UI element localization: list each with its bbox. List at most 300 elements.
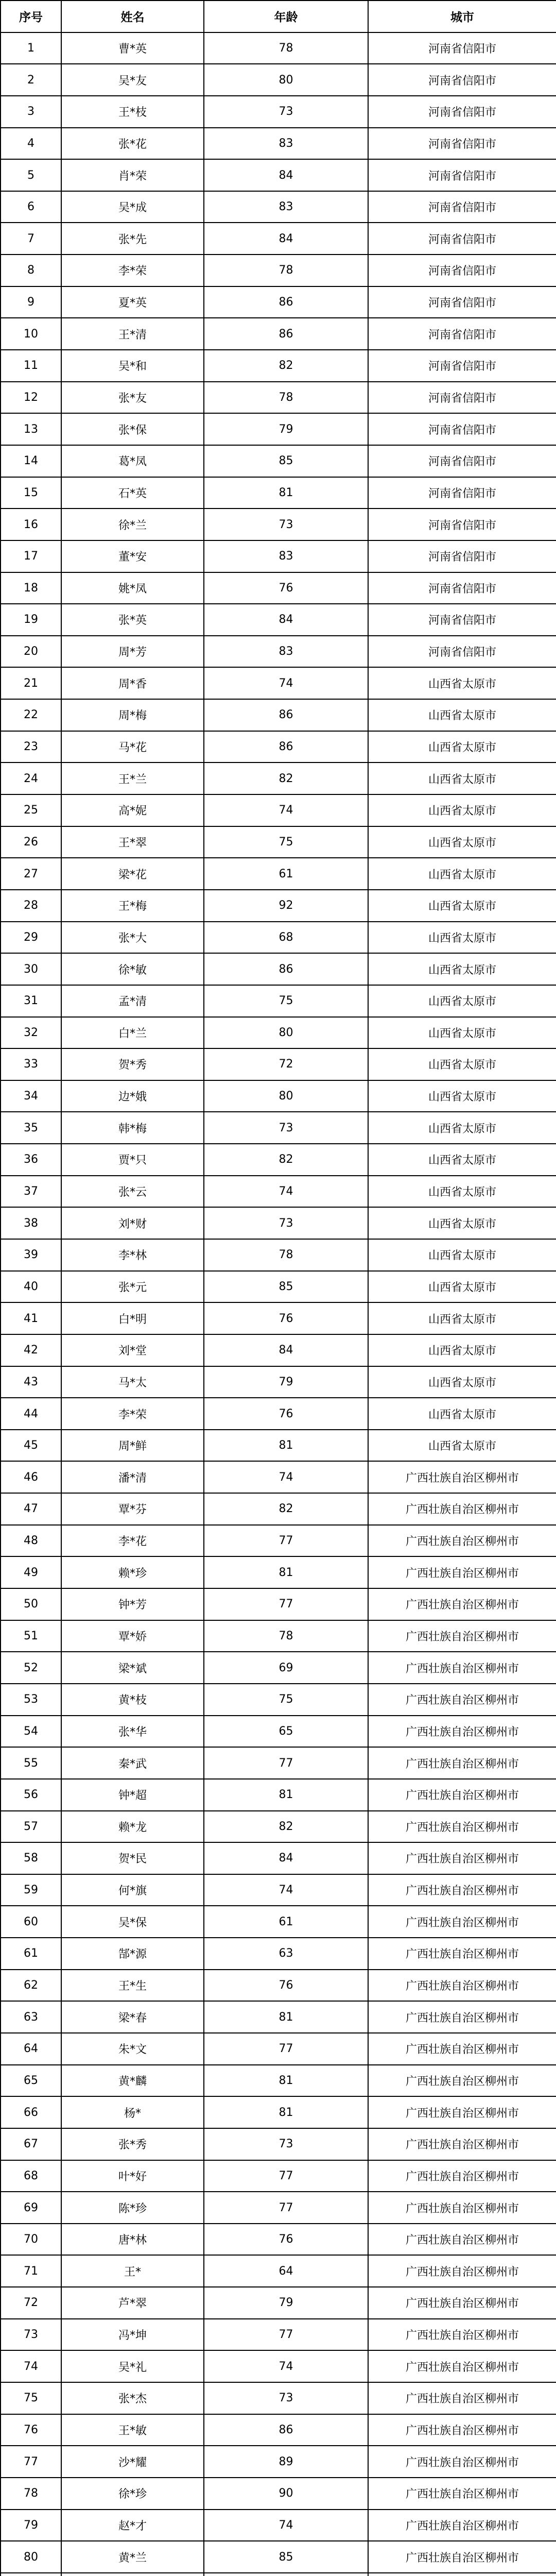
cell-index: 18: [1, 572, 61, 604]
table-row: [1, 1302, 556, 1334]
cell-index: 6: [1, 191, 61, 223]
cell-age: 82: [204, 1811, 368, 1843]
cell-city: 广西壮族自治区柳州市: [368, 1525, 556, 1557]
cell-name: 张*秀: [61, 2128, 204, 2160]
cell-index: 7: [1, 223, 61, 255]
cell-index: 47: [1, 1493, 61, 1525]
table-row: [1, 1334, 556, 1366]
cell-name: [61, 2573, 204, 2576]
cell-city: 山西省太原市: [368, 1048, 556, 1080]
cell-city: 河南省信阳市: [368, 223, 556, 255]
cell-name: 覃*芬: [61, 1493, 204, 1525]
cell-name: 贾*只: [61, 1144, 204, 1176]
cell-city: 山西省太原市: [368, 1334, 556, 1366]
cell-name: 张*大: [61, 922, 204, 954]
cell-age: 79: [204, 2287, 368, 2319]
cell-age: 75: [204, 985, 368, 1017]
table-row: [1, 1144, 556, 1176]
cell-index: 74: [1, 2350, 61, 2382]
cell-name: 刘*财: [61, 1207, 204, 1239]
cell-index: 45: [1, 1430, 61, 1462]
cell-name: 王*枝: [61, 96, 204, 128]
cell-name: 徐*兰: [61, 509, 204, 540]
table-row: [1, 2478, 556, 2510]
table-row: [1, 1048, 556, 1080]
cell-age: 86: [204, 953, 368, 985]
cell-index: 23: [1, 731, 61, 763]
cell-age: 82: [204, 762, 368, 794]
cell-age: 75: [204, 1684, 368, 1716]
cell-name: 潘*清: [61, 1461, 204, 1493]
cell-name: 张*华: [61, 1716, 204, 1748]
cell-city: 山西省太原市: [368, 667, 556, 699]
table-row: [1, 2319, 556, 2351]
cell-name: 韩*梅: [61, 1112, 204, 1144]
cell-index: 40: [1, 1271, 61, 1303]
cell-city: 山西省太原市: [368, 1144, 556, 1176]
cell-name: 边*娥: [61, 1080, 204, 1112]
cell-name: 黄*枝: [61, 1684, 204, 1716]
cell-name: 赖*龙: [61, 1811, 204, 1843]
cell-city: 河南省信阳市: [368, 32, 556, 64]
cell-name: 张*先: [61, 223, 204, 255]
cell-index: 63: [1, 2001, 61, 2033]
cell-index: 19: [1, 604, 61, 636]
cell-city: 广西壮族自治区柳州市: [368, 1684, 556, 1716]
cell-city: 山西省太原市: [368, 1271, 556, 1303]
cell-city: 广西壮族自治区柳州市: [368, 2192, 556, 2224]
cell-age: 80: [204, 64, 368, 96]
cell-age: 73: [204, 1207, 368, 1239]
cell-index: 54: [1, 1716, 61, 1748]
cell-index: 3: [1, 96, 61, 128]
cell-age: 77: [204, 2160, 368, 2192]
table-row: [1, 1970, 556, 2002]
cell-city: 河南省信阳市: [368, 382, 556, 414]
cell-name: 徐*珍: [61, 2478, 204, 2510]
table-row: [1, 2255, 556, 2287]
cell-city: 河南省信阳市: [368, 350, 556, 382]
table-row: [1, 572, 556, 604]
cell-name: 芦*翠: [61, 2287, 204, 2319]
cell-city: 山西省太原市: [368, 826, 556, 858]
cell-city: 广西壮族自治区柳州市: [368, 1588, 556, 1620]
column-header-name: 姓名: [61, 1, 204, 32]
table-row: [1, 2573, 556, 2576]
table-row: [1, 2192, 556, 2224]
cell-name: 马*太: [61, 1366, 204, 1398]
column-header-index: 序号: [1, 1, 61, 32]
table-row: [1, 2382, 556, 2414]
cell-age: 74: [204, 794, 368, 826]
cell-name: 张*花: [61, 128, 204, 160]
cell-city: 山西省太原市: [368, 1207, 556, 1239]
table-row: [1, 1430, 556, 1462]
cell-index: 4: [1, 128, 61, 160]
cell-age: 76: [204, 1302, 368, 1334]
table-row: [1, 382, 556, 414]
table-row: [1, 1239, 556, 1271]
cell-index: 69: [1, 2192, 61, 2224]
table-row: [1, 2160, 556, 2192]
cell-name: 王*梅: [61, 890, 204, 922]
cell-name: 梁*斌: [61, 1652, 204, 1684]
table-row: [1, 318, 556, 350]
cell-age: 73: [204, 2382, 368, 2414]
cell-index: 34: [1, 1080, 61, 1112]
cell-age: 84: [204, 1334, 368, 1366]
cell-age: 63: [204, 1938, 368, 1970]
cell-index: 39: [1, 1239, 61, 1271]
cell-name: 梁*花: [61, 858, 204, 890]
cell-index: 57: [1, 1811, 61, 1843]
cell-name: 王*兰: [61, 762, 204, 794]
cell-age: 74: [204, 2350, 368, 2382]
column-header-city: 城市: [368, 1, 556, 32]
cell-name: 黄*兰: [61, 2541, 204, 2573]
cell-age: 81: [204, 1430, 368, 1462]
cell-city: 广西壮族自治区柳州市: [368, 1556, 556, 1588]
cell-city: 广西壮族自治区柳州市: [368, 2065, 556, 2097]
cell-city: 山西省太原市: [368, 1430, 556, 1462]
cell-age: 82: [204, 350, 368, 382]
table-row: [1, 1588, 556, 1620]
table-row: [1, 1525, 556, 1557]
cell-index: 13: [1, 413, 61, 445]
cell-city: 广西壮族自治区柳州市: [368, 1906, 556, 1938]
cell-name: 吴*礼: [61, 2350, 204, 2382]
cell-age: 83: [204, 540, 368, 572]
cell-index: 26: [1, 826, 61, 858]
cell-index: 11: [1, 350, 61, 382]
cell-city: 河南省信阳市: [368, 191, 556, 223]
cell-name: 李*林: [61, 1239, 204, 1271]
cell-city: 山西省太原市: [368, 1080, 556, 1112]
cell-city: 广西壮族自治区柳州市: [368, 2033, 556, 2065]
cell-name: 郜*源: [61, 1938, 204, 1970]
cell-city: 广西壮族自治区柳州市: [368, 1747, 556, 1779]
cell-name: 唐*林: [61, 2224, 204, 2256]
cell-age: 73: [204, 2128, 368, 2160]
cell-index: 15: [1, 477, 61, 509]
cell-age: 64: [204, 2255, 368, 2287]
cell-index: 79: [1, 2510, 61, 2541]
cell-city: 河南省信阳市: [368, 636, 556, 668]
cell-index: 75: [1, 2382, 61, 2414]
cell-city: 广西壮族自治区柳州市: [368, 1842, 556, 1874]
cell-city: 河南省信阳市: [368, 572, 556, 604]
cell-name: 周*梅: [61, 699, 204, 731]
cell-name: 曹*英: [61, 32, 204, 64]
cell-city: 河南省信阳市: [368, 509, 556, 540]
table-row: [1, 1906, 556, 1938]
table-row: [1, 2287, 556, 2319]
cell-name: 王*翠: [61, 826, 204, 858]
cell-index: 36: [1, 1144, 61, 1176]
cell-city: 河南省信阳市: [368, 286, 556, 318]
table-row: [1, 1271, 556, 1303]
cell-index: 22: [1, 699, 61, 731]
cell-index: 21: [1, 667, 61, 699]
cell-index: 10: [1, 318, 61, 350]
cell-age: 84: [204, 604, 368, 636]
cell-age: 81: [204, 2096, 368, 2128]
cell-city: 山西省太原市: [368, 1398, 556, 1430]
table-row: [1, 2224, 556, 2256]
cell-name: 王*清: [61, 318, 204, 350]
cell-city: 广西壮族自治区柳州市: [368, 1716, 556, 1748]
cell-age: 79: [204, 1366, 368, 1398]
cell-city: 广西壮族自治区柳州市: [368, 1970, 556, 2002]
cell-age: 83: [204, 128, 368, 160]
table-row: [1, 2446, 556, 2478]
cell-city: 广西壮族自治区柳州市: [368, 2541, 556, 2573]
table-row: [1, 2033, 556, 2065]
cell-age: 77: [204, 2192, 368, 2224]
cell-name: 李*荣: [61, 255, 204, 286]
table-row: [1, 2001, 556, 2033]
cell-name: 张*保: [61, 413, 204, 445]
cell-age: 81: [204, 1556, 368, 1588]
cell-age: 86: [204, 286, 368, 318]
cell-city: 广西壮族自治区柳州市: [368, 2001, 556, 2033]
cell-index: 70: [1, 2224, 61, 2256]
cell-name: 张*杰: [61, 2382, 204, 2414]
cell-city: 山西省太原市: [368, 1017, 556, 1049]
cell-city: 山西省太原市: [368, 731, 556, 763]
cell-city: 广西壮族自治区柳州市: [368, 1461, 556, 1493]
cell-age: 83: [204, 191, 368, 223]
cell-city: 广西壮族自治区柳州市: [368, 2096, 556, 2128]
cell-city: 山西省太原市: [368, 985, 556, 1017]
cell-age: 85: [204, 445, 368, 477]
cell-name: 刘*堂: [61, 1334, 204, 1366]
cell-age: 81: [204, 2065, 368, 2097]
table-row: [1, 1620, 556, 1652]
cell-index: 30: [1, 953, 61, 985]
cell-age: 78: [204, 1620, 368, 1652]
cell-name: 夏*英: [61, 286, 204, 318]
cell-city: 广西壮族自治区柳州市: [368, 2160, 556, 2192]
cell-index: 20: [1, 636, 61, 668]
cell-age: 80: [204, 1080, 368, 1112]
cell-name: 吴*成: [61, 191, 204, 223]
table-row: [1, 1779, 556, 1811]
cell-age: 74: [204, 1874, 368, 1906]
cell-name: 姚*凤: [61, 572, 204, 604]
cell-city: 河南省信阳市: [368, 255, 556, 286]
cell-age: 79: [204, 413, 368, 445]
cell-index: 44: [1, 1398, 61, 1430]
cell-age: 78: [204, 382, 368, 414]
cell-age: 80: [204, 1017, 368, 1049]
cell-city: 广西壮族自治区柳州市: [368, 2287, 556, 2319]
cell-index: 16: [1, 509, 61, 540]
cell-index: 60: [1, 1906, 61, 1938]
table-row: [1, 96, 556, 128]
cell-age: 77: [204, 2033, 368, 2065]
cell-age: 84: [204, 159, 368, 191]
cell-city: 河南省信阳市: [368, 477, 556, 509]
cell-city: 广西壮族自治区柳州市: [368, 2510, 556, 2541]
cell-index: 27: [1, 858, 61, 890]
cell-age: 92: [204, 890, 368, 922]
cell-city: 广西壮族自治区柳州市: [368, 2319, 556, 2351]
cell-age: 61: [204, 858, 368, 890]
cell-age: 73: [204, 1112, 368, 1144]
cell-city: 河南省信阳市: [368, 318, 556, 350]
cell-index: [1, 2573, 61, 2576]
table-row: [1, 1080, 556, 1112]
table-row: [1, 2510, 556, 2541]
cell-name: 高*妮: [61, 794, 204, 826]
table-row: [1, 223, 556, 255]
cell-index: 64: [1, 2033, 61, 2065]
table-row: [1, 794, 556, 826]
cell-age: 73: [204, 96, 368, 128]
cell-name: 钟*超: [61, 1779, 204, 1811]
cell-name: 张*云: [61, 1176, 204, 1208]
cell-age: 78: [204, 32, 368, 64]
table-row: [1, 191, 556, 223]
cell-city: 山西省太原市: [368, 1239, 556, 1271]
cell-index: 71: [1, 2255, 61, 2287]
cell-index: 73: [1, 2319, 61, 2351]
cell-city: 山西省太原市: [368, 953, 556, 985]
cell-city: [368, 2573, 556, 2576]
cell-name: 周*鲜: [61, 1430, 204, 1462]
cell-age: 84: [204, 223, 368, 255]
cell-age: 86: [204, 318, 368, 350]
table-row: [1, 762, 556, 794]
cell-name: 张*英: [61, 604, 204, 636]
cell-age: 61: [204, 1906, 368, 1938]
cell-index: 80: [1, 2541, 61, 2573]
cell-index: 67: [1, 2128, 61, 2160]
table-row: [1, 1938, 556, 1970]
cell-index: 2: [1, 64, 61, 96]
table-row: [1, 1398, 556, 1430]
table-row: [1, 1366, 556, 1398]
table-row: [1, 890, 556, 922]
table-row: [1, 667, 556, 699]
cell-index: 33: [1, 1048, 61, 1080]
cell-index: 31: [1, 985, 61, 1017]
cell-index: 55: [1, 1747, 61, 1779]
cell-name: 梁*春: [61, 2001, 204, 2033]
cell-name: 周*芳: [61, 636, 204, 668]
table-row: [1, 731, 556, 763]
cell-index: 61: [1, 1938, 61, 1970]
table-row: [1, 445, 556, 477]
cell-age: 86: [204, 731, 368, 763]
cell-age: 82: [204, 1493, 368, 1525]
cell-name: 周*香: [61, 667, 204, 699]
table-row: [1, 1652, 556, 1684]
cell-index: 68: [1, 2160, 61, 2192]
table-row: [1, 540, 556, 572]
cell-name: 秦*武: [61, 1747, 204, 1779]
cell-index: 49: [1, 1556, 61, 1588]
cell-name: 赖*珍: [61, 1556, 204, 1588]
cell-age: 77: [204, 1588, 368, 1620]
cell-age: 76: [204, 2224, 368, 2256]
cell-index: 25: [1, 794, 61, 826]
cell-index: 17: [1, 540, 61, 572]
cell-name: 马*花: [61, 731, 204, 763]
cell-age: 77: [204, 2319, 368, 2351]
cell-age: 84: [204, 1842, 368, 1874]
table-row: [1, 413, 556, 445]
cell-age: 74: [204, 1461, 368, 1493]
cell-city: 广西壮族自治区柳州市: [368, 2224, 556, 2256]
cell-city: 河南省信阳市: [368, 128, 556, 160]
cell-name: 何*旗: [61, 1874, 204, 1906]
cell-age: 81: [204, 1779, 368, 1811]
cell-name: 沙*耀: [61, 2446, 204, 2478]
cell-index: 48: [1, 1525, 61, 1557]
cell-age: 65: [204, 1716, 368, 1748]
cell-city: 广西壮族自治区柳州市: [368, 2414, 556, 2446]
table-row: [1, 2414, 556, 2446]
table-row: [1, 477, 556, 509]
cell-city: 广西壮族自治区柳州市: [368, 2382, 556, 2414]
cell-age: 86: [204, 699, 368, 731]
table-row: [1, 1716, 556, 1748]
cell-name: 白*兰: [61, 1017, 204, 1049]
cell-name: 钟*芳: [61, 1588, 204, 1620]
table-row: [1, 604, 556, 636]
cell-name: 叶*好: [61, 2160, 204, 2192]
cell-city: 河南省信阳市: [368, 159, 556, 191]
cell-age: 77: [204, 1525, 368, 1557]
table-row: [1, 2128, 556, 2160]
cell-index: 52: [1, 1652, 61, 1684]
table-row: [1, 636, 556, 668]
table-row: [1, 2541, 556, 2573]
cell-name: 张*元: [61, 1271, 204, 1303]
table-row: [1, 1842, 556, 1874]
cell-city: 山西省太原市: [368, 1112, 556, 1144]
table-row: [1, 1112, 556, 1144]
cell-index: 1: [1, 32, 61, 64]
cell-city: 山西省太原市: [368, 1176, 556, 1208]
cell-name: 李*荣: [61, 1398, 204, 1430]
table-row: [1, 2350, 556, 2382]
table-row: [1, 32, 556, 64]
cell-index: 5: [1, 159, 61, 191]
cell-index: 29: [1, 922, 61, 954]
cell-index: 72: [1, 2287, 61, 2319]
cell-age: 78: [204, 255, 368, 286]
cell-city: 广西壮族自治区柳州市: [368, 2255, 556, 2287]
cell-city: 山西省太原市: [368, 762, 556, 794]
cell-name: 杨*: [61, 2096, 204, 2128]
cell-age: 81: [204, 477, 368, 509]
cell-index: 58: [1, 1842, 61, 1874]
cell-index: 62: [1, 1970, 61, 2002]
table-row: [1, 2065, 556, 2097]
cell-city: 广西壮族自治区柳州市: [368, 1779, 556, 1811]
cell-city: 广西壮族自治区柳州市: [368, 2478, 556, 2510]
cell-city: 山西省太原市: [368, 794, 556, 826]
table-row: [1, 64, 556, 96]
cell-name: 石*英: [61, 477, 204, 509]
cell-age: 73: [204, 509, 368, 540]
cell-age: 83: [204, 636, 368, 668]
table-row: [1, 1461, 556, 1493]
table-row: [1, 1747, 556, 1779]
